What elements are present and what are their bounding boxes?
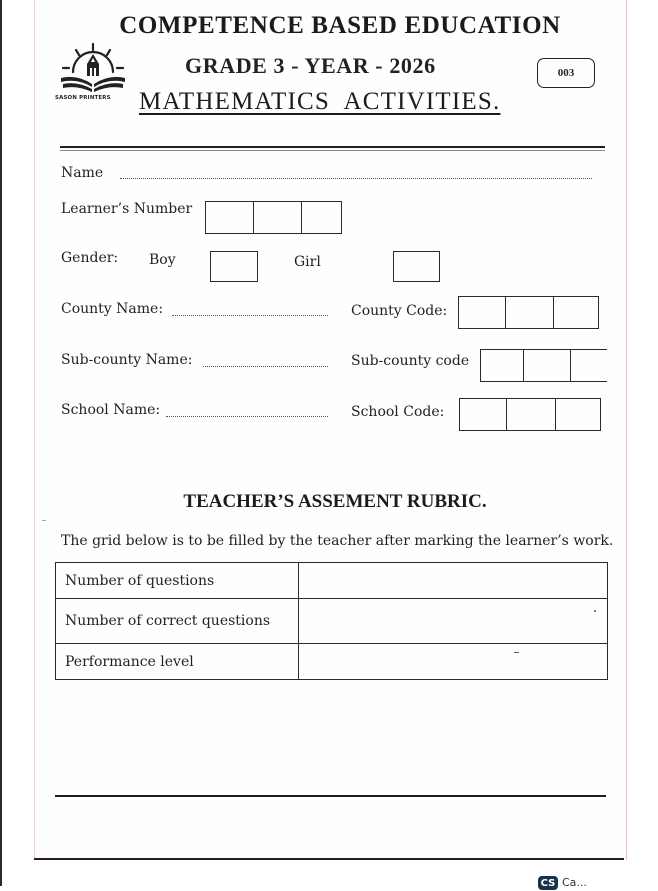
subject-heading	[139, 88, 500, 116]
county-code-box[interactable]	[506, 297, 554, 328]
subject-heading-text: MATHEMATICS ACTIVITIES.	[139, 88, 501, 115]
rubric-row	[56, 563, 608, 599]
subcounty-code-boxes	[480, 349, 607, 382]
name-label: Name	[61, 165, 104, 181]
learner-number-box[interactable]	[254, 202, 302, 233]
school-code-label: School Code:	[351, 404, 445, 420]
header-divider-thin	[60, 150, 605, 151]
school-code-box[interactable]	[507, 399, 556, 430]
county-code-boxes	[458, 296, 599, 329]
subcounty-code-box[interactable]	[481, 350, 524, 381]
county-code-box[interactable]	[459, 297, 506, 328]
school-code-box[interactable]	[460, 399, 507, 430]
rubric-row-value[interactable]	[299, 599, 608, 644]
learner-number-boxes	[205, 201, 342, 234]
rubric-row-label: Number of questions	[56, 563, 299, 599]
school-name-label: School Name:	[61, 402, 161, 418]
subcounty-code-label: Sub-county code	[351, 353, 470, 369]
scan-frame-edge	[0, 0, 2, 886]
camscanner-watermark-text: Ca...	[562, 876, 587, 889]
county-code-box[interactable]	[554, 297, 598, 328]
county-name-label: County Name:	[61, 301, 164, 317]
footer-divider	[55, 795, 606, 797]
rubric-row-label: Number of correct questions	[56, 599, 299, 644]
header-divider	[60, 146, 605, 148]
scan-speck	[42, 520, 46, 521]
rubric-row-value[interactable]	[299, 563, 608, 599]
school-code-box[interactable]	[556, 399, 600, 430]
subcounty-code-box[interactable]	[524, 350, 571, 381]
subcounty-name-label: Sub-county Name:	[61, 352, 193, 368]
learner-number-label: Learner’s Number	[61, 201, 193, 217]
subcounty-code-box[interactable]	[571, 350, 607, 381]
gender-girl-checkbox[interactable]	[393, 251, 440, 282]
rubric-row	[56, 599, 608, 644]
school-code-boxes	[459, 398, 601, 431]
rubric-row	[56, 644, 608, 680]
paper-code-badge: 003	[537, 58, 595, 88]
publisher-name: SASON PRINTERS	[55, 95, 111, 101]
scan-speck	[594, 610, 596, 612]
scan-speck	[514, 652, 519, 653]
learner-number-box[interactable]	[302, 202, 341, 233]
school-name-field[interactable]	[166, 416, 328, 417]
gender-label: Gender:	[61, 250, 119, 266]
camscanner-badge-icon: CS	[538, 876, 558, 890]
rubric-instructions: The grid below is to be filled by the teacher after marking the learner’s work.	[61, 533, 614, 549]
rubric-table	[55, 562, 608, 680]
gender-boy-checkbox[interactable]	[210, 251, 258, 282]
gender-boy-label: Boy	[149, 252, 176, 268]
county-code-label: County Code:	[351, 303, 448, 319]
exam-title: COMPETENCE BASED EDUCATION	[119, 12, 561, 39]
grade-year-heading: GRADE 3 - YEAR - 2026	[185, 53, 436, 78]
subcounty-name-field[interactable]	[203, 366, 328, 367]
paper-bottom-edge	[34, 858, 624, 860]
gender-girl-label: Girl	[294, 254, 321, 270]
rubric-row-value[interactable]	[299, 644, 608, 680]
rubric-row-label: Performance level	[56, 644, 299, 680]
rubric-title: TEACHER’S ASSEMENT RUBRIC.	[183, 491, 487, 512]
name-field[interactable]	[120, 178, 592, 179]
county-name-field[interactable]	[172, 315, 328, 316]
learner-number-box[interactable]	[206, 202, 254, 233]
